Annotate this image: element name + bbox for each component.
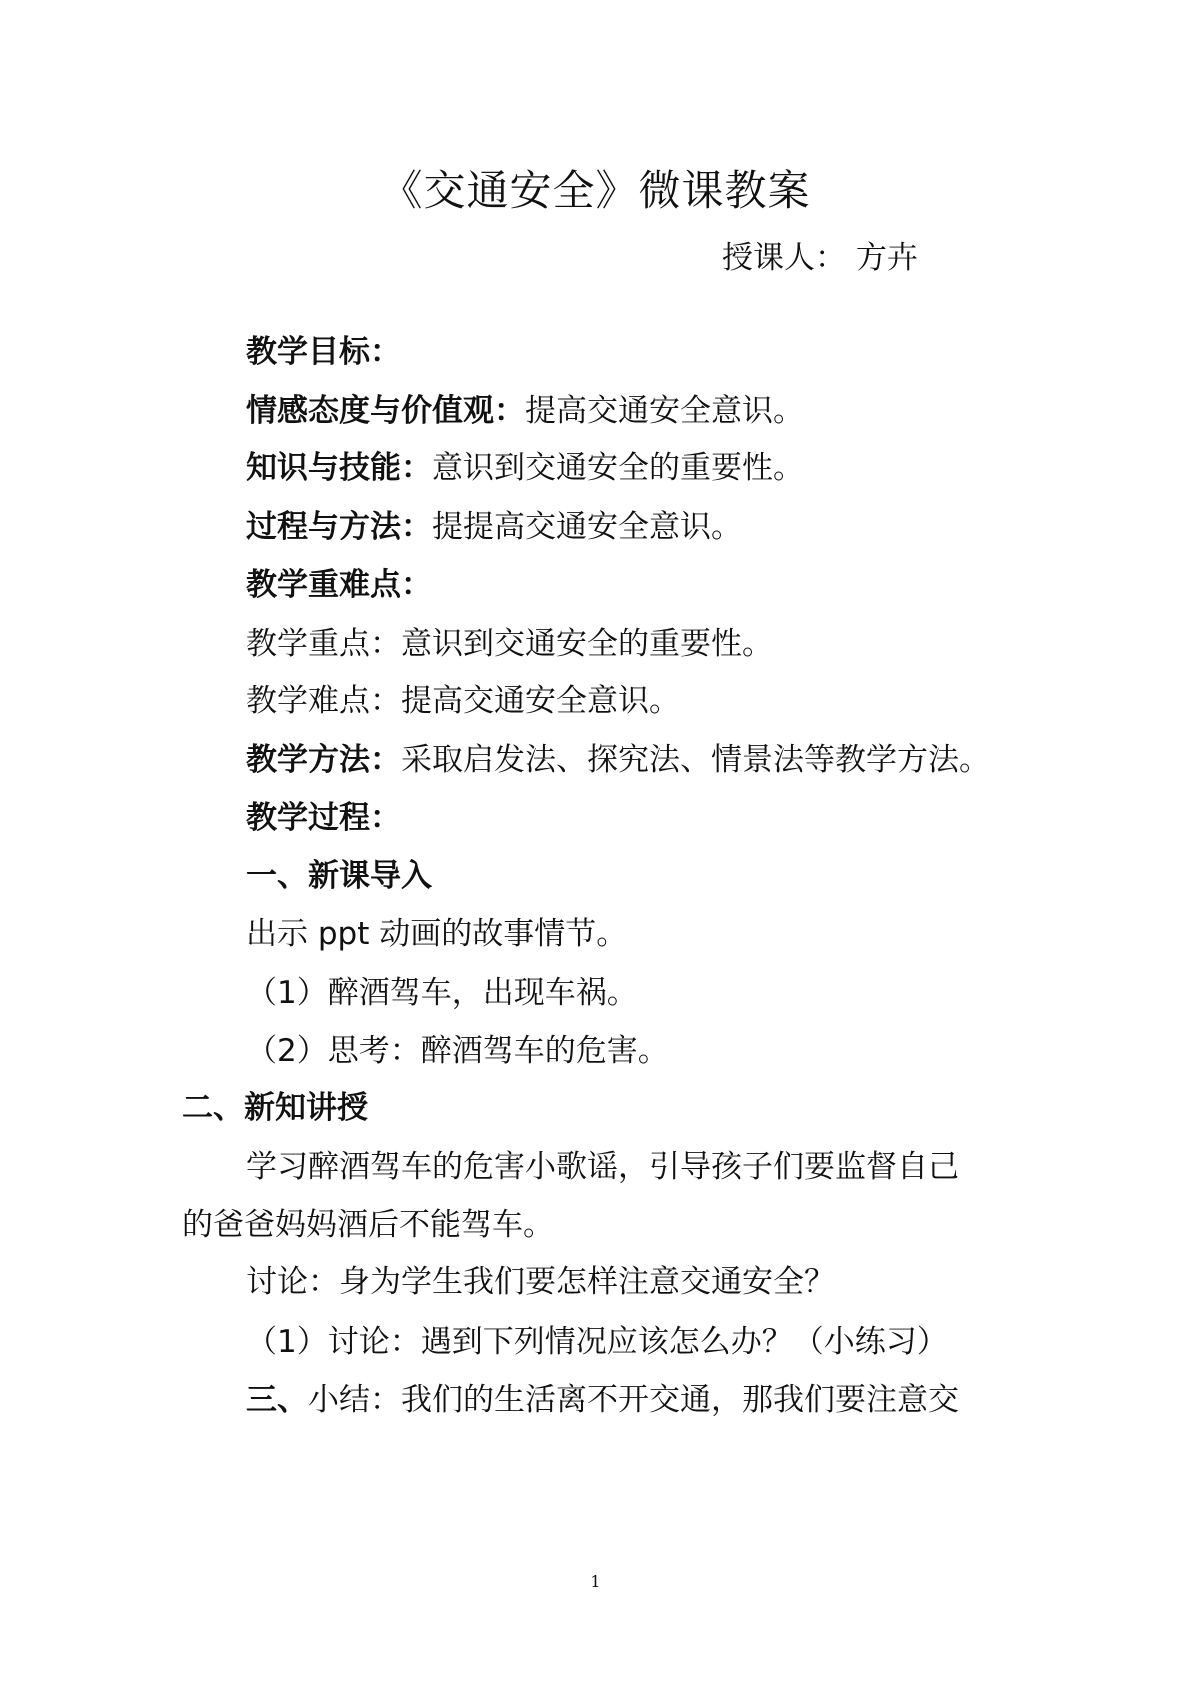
author-line: 授课人： 方卉 — [722, 240, 918, 276]
section1-heading: 一、新课导入 — [246, 858, 432, 894]
section1-item-1: （1）醉酒驾车，出现车祸。 — [246, 975, 638, 1011]
process-text: 提提高交通安全意识。 — [432, 509, 742, 545]
emotion-objective — [246, 391, 804, 431]
section2-item-1: （1）讨论：遇到下列情况应该怎么办？（小练习） — [246, 1324, 948, 1360]
section2-paragraph-line-1: 学习醉酒驾车的危害小歌谣，引导孩子们要监督自己 — [246, 1149, 959, 1185]
process-objective — [246, 507, 742, 547]
section2-paragraph-line-2: 的爸爸妈妈酒后不能驾车。 — [182, 1207, 554, 1243]
difficult-point: 教学难点：提高交通安全意识。 — [246, 683, 680, 719]
objectives-heading: 教学目标： — [246, 334, 401, 370]
section3-summary — [246, 1380, 959, 1420]
emotion-text: 提高交通安全意识。 — [525, 393, 804, 429]
teaching-method — [246, 740, 990, 780]
keypoints-heading: 教学重难点： — [246, 567, 432, 603]
procedure-heading: 教学过程： — [246, 800, 401, 836]
section2-discussion: 讨论：身为学生我们要怎样注意交通安全？ — [246, 1264, 835, 1300]
knowledge-objective — [246, 448, 804, 488]
knowledge-text: 意识到交通安全的重要性。 — [432, 450, 804, 486]
section2-heading: 二、新知讲授 — [182, 1090, 368, 1126]
method-label: 教学方法： — [246, 742, 401, 778]
emotion-label: 情感态度与价值观： — [246, 393, 525, 429]
knowledge-label: 知识与技能： — [246, 450, 432, 486]
page-number: 1 — [590, 1572, 601, 1591]
section1-item-2: （2）思考：醉酒驾车的危害。 — [246, 1033, 669, 1069]
method-text: 采取启发法、探究法、情景法等教学方法。 — [401, 742, 990, 778]
key-point: 教学重点：意识到交通安全的重要性。 — [246, 626, 773, 662]
section3-text: 小结：我们的生活离不开交通，那我们要注意交 — [308, 1382, 959, 1418]
section3-label: 三、 — [246, 1382, 308, 1418]
section1-intro: 出示 ppt 动画的故事情节。 — [246, 916, 628, 952]
document-title: 《交通安全》微课教案 — [380, 166, 811, 215]
process-label: 过程与方法： — [246, 509, 432, 545]
